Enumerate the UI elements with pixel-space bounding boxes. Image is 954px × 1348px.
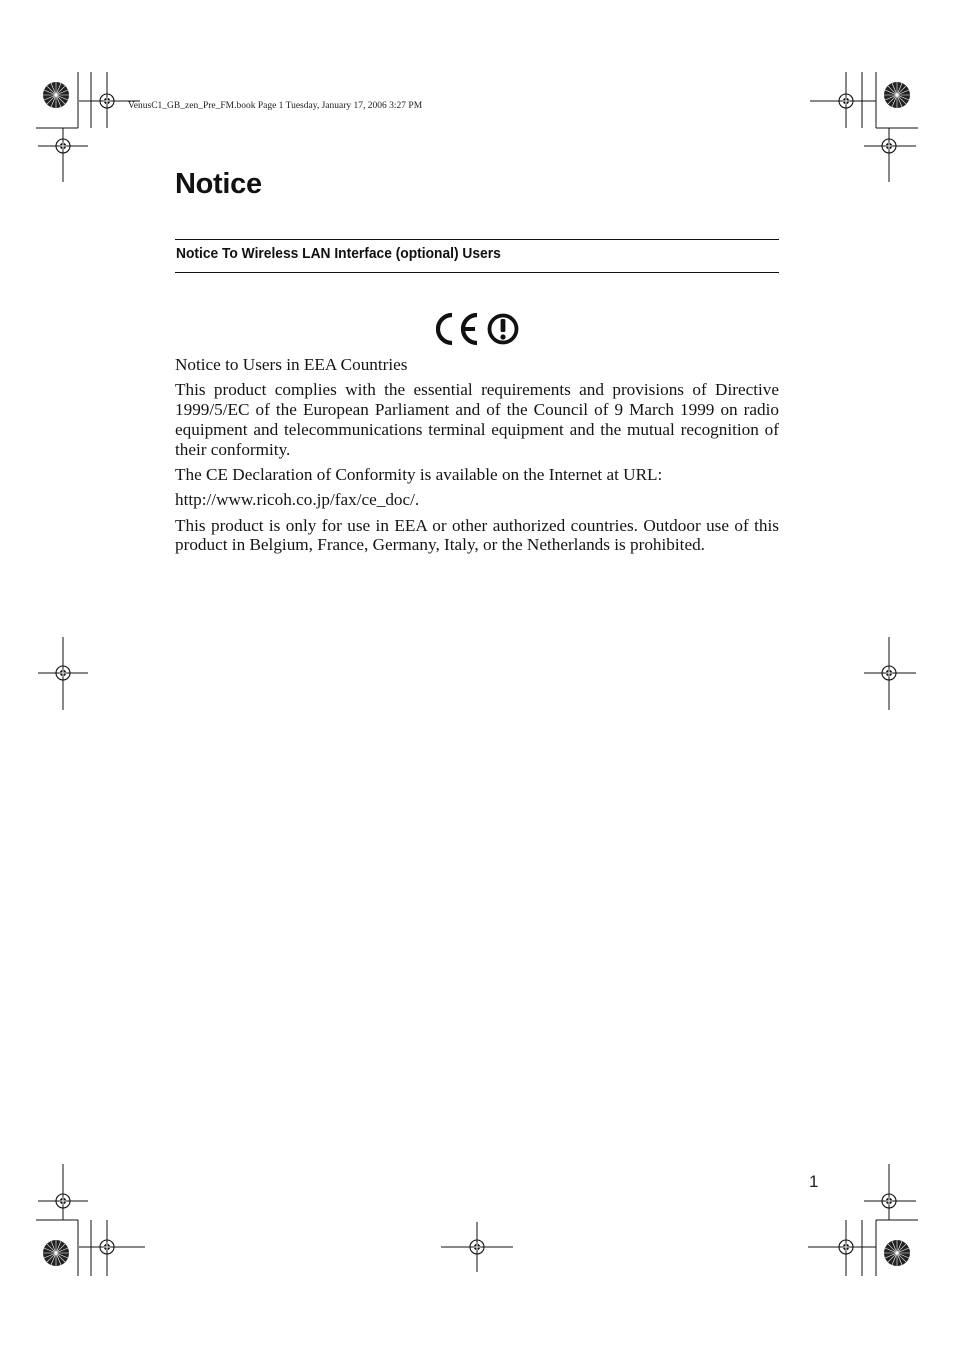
body-paragraph-restriction: This product is only for use in EEA or other authorized countries. Outdoor use of this product in Belgium, France, Germany, Italy, or the Netherlands is prohibited. bbox=[175, 515, 779, 555]
declaration-url: http://www.ricoh.co.jp/fax/ce_doc/. bbox=[175, 490, 420, 510]
notice-body bbox=[175, 355, 779, 561]
body-subtitle: Notice to Users in EEA Countries bbox=[175, 355, 408, 374]
print-header: VenusC1_GB_zen_Pre_FM.book Page 1 Tuesday, January 17, 2006 3:27 PM bbox=[128, 101, 423, 111]
body-paragraph-declaration: The CE Declaration of Conformity is available on the Internet at URL: bbox=[175, 464, 663, 484]
page-number: 1 bbox=[809, 1172, 819, 1191]
section-bottom-rule bbox=[175, 272, 779, 273]
section-heading: Notice To Wireless LAN Interface (optional) Users bbox=[176, 245, 501, 262]
body-paragraph-compliance: This product complies with the essential requirements and provisions of Directive 1999/5/EC of the European Parliament and of the Council of 9 March 1999 on radio equipment and telecommunications terminal equipment and the mutual recognition of their conformity. bbox=[175, 380, 779, 459]
alert-circle-icon bbox=[490, 316, 517, 343]
page-title: Notice bbox=[175, 168, 262, 200]
ce-mark-icon bbox=[436, 312, 522, 346]
section-top-rule bbox=[175, 239, 779, 240]
